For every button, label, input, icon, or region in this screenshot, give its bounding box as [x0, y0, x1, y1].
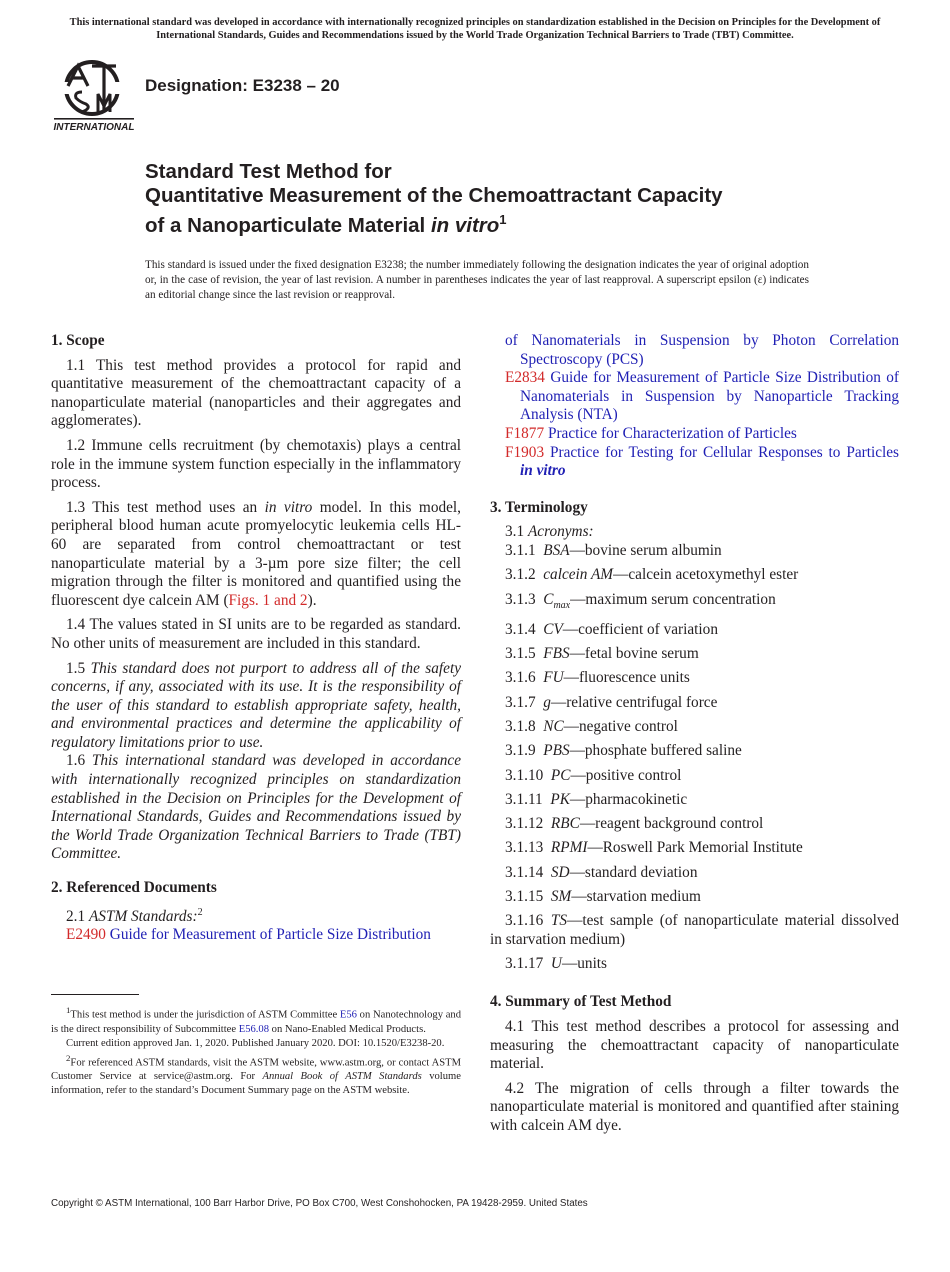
term-item: 3.1.8 NC—negative control: [505, 717, 678, 735]
left-column: [51, 332, 461, 945]
astm-standards-sub: 2.1 ASTM Standards:$^2$: [66, 906, 203, 925]
top-note: This international standard was developed in accordance with internationally recognized principles on standardization established in the Decision on Principles for the Development of International Standards, Guides and Recommendations issued by the World Trade Organization Technical Barriers to Trade (TBT) Committee.: [69, 17, 881, 41]
scope-1-5: 1.5 This standard does not purport to address all of the safety concerns, if any, associated with its use. It is the responsibility of the user of this standard to establish appropriate safety, health, and environmental practices and determine the applicability of regulatory limitations prior to use.: [51, 659, 461, 751]
scope-1-3: 1.3 This test method uses an in vitro model. In this model, peripheral blood human acute promyelocytic leukemia cells HL-60 are separated from control chemoattractant or test nanoparticulate material by a 3-µm pore size filter; the cell migration through the filter is monitored and quantified using the fluorescent dye calcein AM (Figs. 1 and 2).: [51, 498, 461, 609]
terminology-heading: 3. Terminology: [490, 498, 588, 516]
footnote-rule: [51, 994, 139, 995]
term-item: 3.1.3 $C_{max}—maximum$ serum concentration: [505, 590, 776, 611]
title-line-1: Standard Test Method for: [145, 160, 392, 183]
term-item: 3.1.12 RBC—reagent background control: [505, 815, 764, 833]
document-title: [145, 160, 865, 238]
term-item: 3.1.13 RPMI—Roswell Park Memorial Institute: [505, 839, 803, 857]
scope-heading: 1. Scope: [51, 332, 105, 349]
ref-f1903[interactable]: F1903 Practice for Testing for Cellular Responses to Particles in vitro: [505, 443, 899, 480]
referenced-heading: 2. Referenced Documents: [51, 879, 217, 897]
figs-link[interactable]: Figs. 1 and 2: [228, 591, 308, 609]
right-column: [490, 332, 899, 1142]
term-item: 3.1.14 SD—standard deviation: [505, 863, 698, 881]
scope-1-1: 1.1 This test method provides a protocol for rapid and quantitative measurement of the chemoattractant capacity of a nanoparticulate material (nanoparticles and their aggregates and agglomerates).: [51, 356, 461, 430]
ref-e2490-start[interactable]: E2490 Guide for Measurement of Particle Size Distribution: [66, 926, 431, 944]
term-item: 3.1.1 BSA—bovine serum albumin: [505, 541, 722, 559]
ref-e2490-cont[interactable]: of Nanomaterials in Suspension by Photon Correlation Spectroscopy (PCS): [505, 332, 899, 368]
terms-list: [490, 542, 899, 974]
term-item: 3.1.9 PBS—phosphate buffered saline: [505, 742, 742, 760]
e56-08-link[interactable]: E56.08: [238, 1023, 270, 1035]
summary-heading: 4. Summary of Test Method: [490, 993, 672, 1011]
astm-logo-icon: [52, 56, 136, 134]
logo-word: INTERNATIONAL: [53, 122, 135, 133]
term-item: 3.1.7 g—relative centrifugal force: [505, 693, 718, 711]
footnotes: [51, 1003, 461, 1098]
copyright: Copyright © ASTM International, 100 Barr Harbor Drive, PO Box C700, West Conshohocken, PA 19428-2959. United States: [51, 1198, 588, 1209]
term-item: 3.1.5 FBS—fetal bovine serum: [505, 645, 699, 663]
term-item: 3.1.6 FU—fluorescence units: [505, 669, 690, 687]
astm-logo: [52, 56, 136, 134]
ref-f1877[interactable]: F1877 Practice for Characterization of Particles: [505, 424, 797, 442]
term-item: 3.1.11 PK—pharmacokinetic: [505, 790, 688, 808]
footnote-1-edition: Current edition approved Jan. 1, 2020. Published January 2020. DOI: 10.1520/E3238-20.: [66, 1037, 445, 1049]
issued-note: This standard is issued under the fixed designation E3238; the number immediately following the designation indicates the year of original adoption or, in the case of revision, the year of last revision. A number in parentheses indicates the year of last reapproval. A superscript epsilon (ε) indicates an editorial change since the last revision or reapproval.: [145, 259, 809, 301]
term-item: 3.1.4 CV—coefficient of variation: [505, 620, 718, 638]
footnote-2: $^2$For referenced ASTM standards, visit the ASTM website, www.astm.org, or contact ASTM Customer Service at service@astm.org. For Annual Book of ASTM Standards volume information, refer to the standard’s Document Summary page on the ASTM website.: [51, 1052, 461, 1097]
term-item: 3.1.17 U—units: [505, 955, 608, 973]
term-item: 3.1.15 SM—starvation medium: [505, 887, 701, 905]
ref-e2834[interactable]: E2834 Guide for Measurement of Particle Size Distribution of Nanomaterials in Suspension by Nanoparticle Tracking Analysis (NTA): [505, 369, 899, 424]
summary-4-1: 4.1 This test method describes a protocol for assessing and measuring the chemoattractant capacity of nanoparticulate material.: [490, 1017, 899, 1073]
acronyms-sub: 3.1 Acronyms:: [505, 523, 594, 541]
footnote-1: $^1$This test method is under the jurisdiction of ASTM Committee E56 on Nanotechnology and is the direct responsibility of Subcommittee E56.08 on Nano-Enabled Medical Products.: [51, 1005, 461, 1035]
scope-1-4: 1.4 The values stated in SI units are to be regarded as standard. No other units of measurement are included in this standard.: [51, 616, 461, 652]
scope-1-6: 1.6 This international standard was developed in accordance with internationally recognized principles on standardization established in the Decision on Principles for the Development of International Standards, Guides and Recommendations issued by the World Trade Organization Technical Barriers to Trade (TBT) Committee.: [51, 752, 461, 863]
term-item: 3.1.16 TS—test sample (of nanoparticulate material dissolved in starvation medium): [490, 912, 899, 948]
e56-link[interactable]: E56: [339, 1009, 357, 1021]
scope-1-2: 1.2 Immune cells recruitment (by chemotaxis) plays a central role in the immune system function especially in the inflammatory process.: [51, 436, 461, 492]
title-line-2: Quantitative Measurement of the Chemoattractant Capacity: [145, 184, 723, 207]
summary-4-2: 4.2 The migration of cells through a filter towards the nanoparticulate material is monitored and quantified after staining with calcein AM dye.: [490, 1079, 899, 1134]
term-item: 3.1.10 PC—positive control: [505, 766, 682, 784]
title-line-3: of a Nanoparticulate Material in vitro$^1$: [145, 212, 507, 237]
designation: Designation: E3238 – 20: [145, 76, 340, 95]
term-item: 3.1.2 calcein AM—calcein acetoxymethyl ester: [505, 566, 799, 584]
